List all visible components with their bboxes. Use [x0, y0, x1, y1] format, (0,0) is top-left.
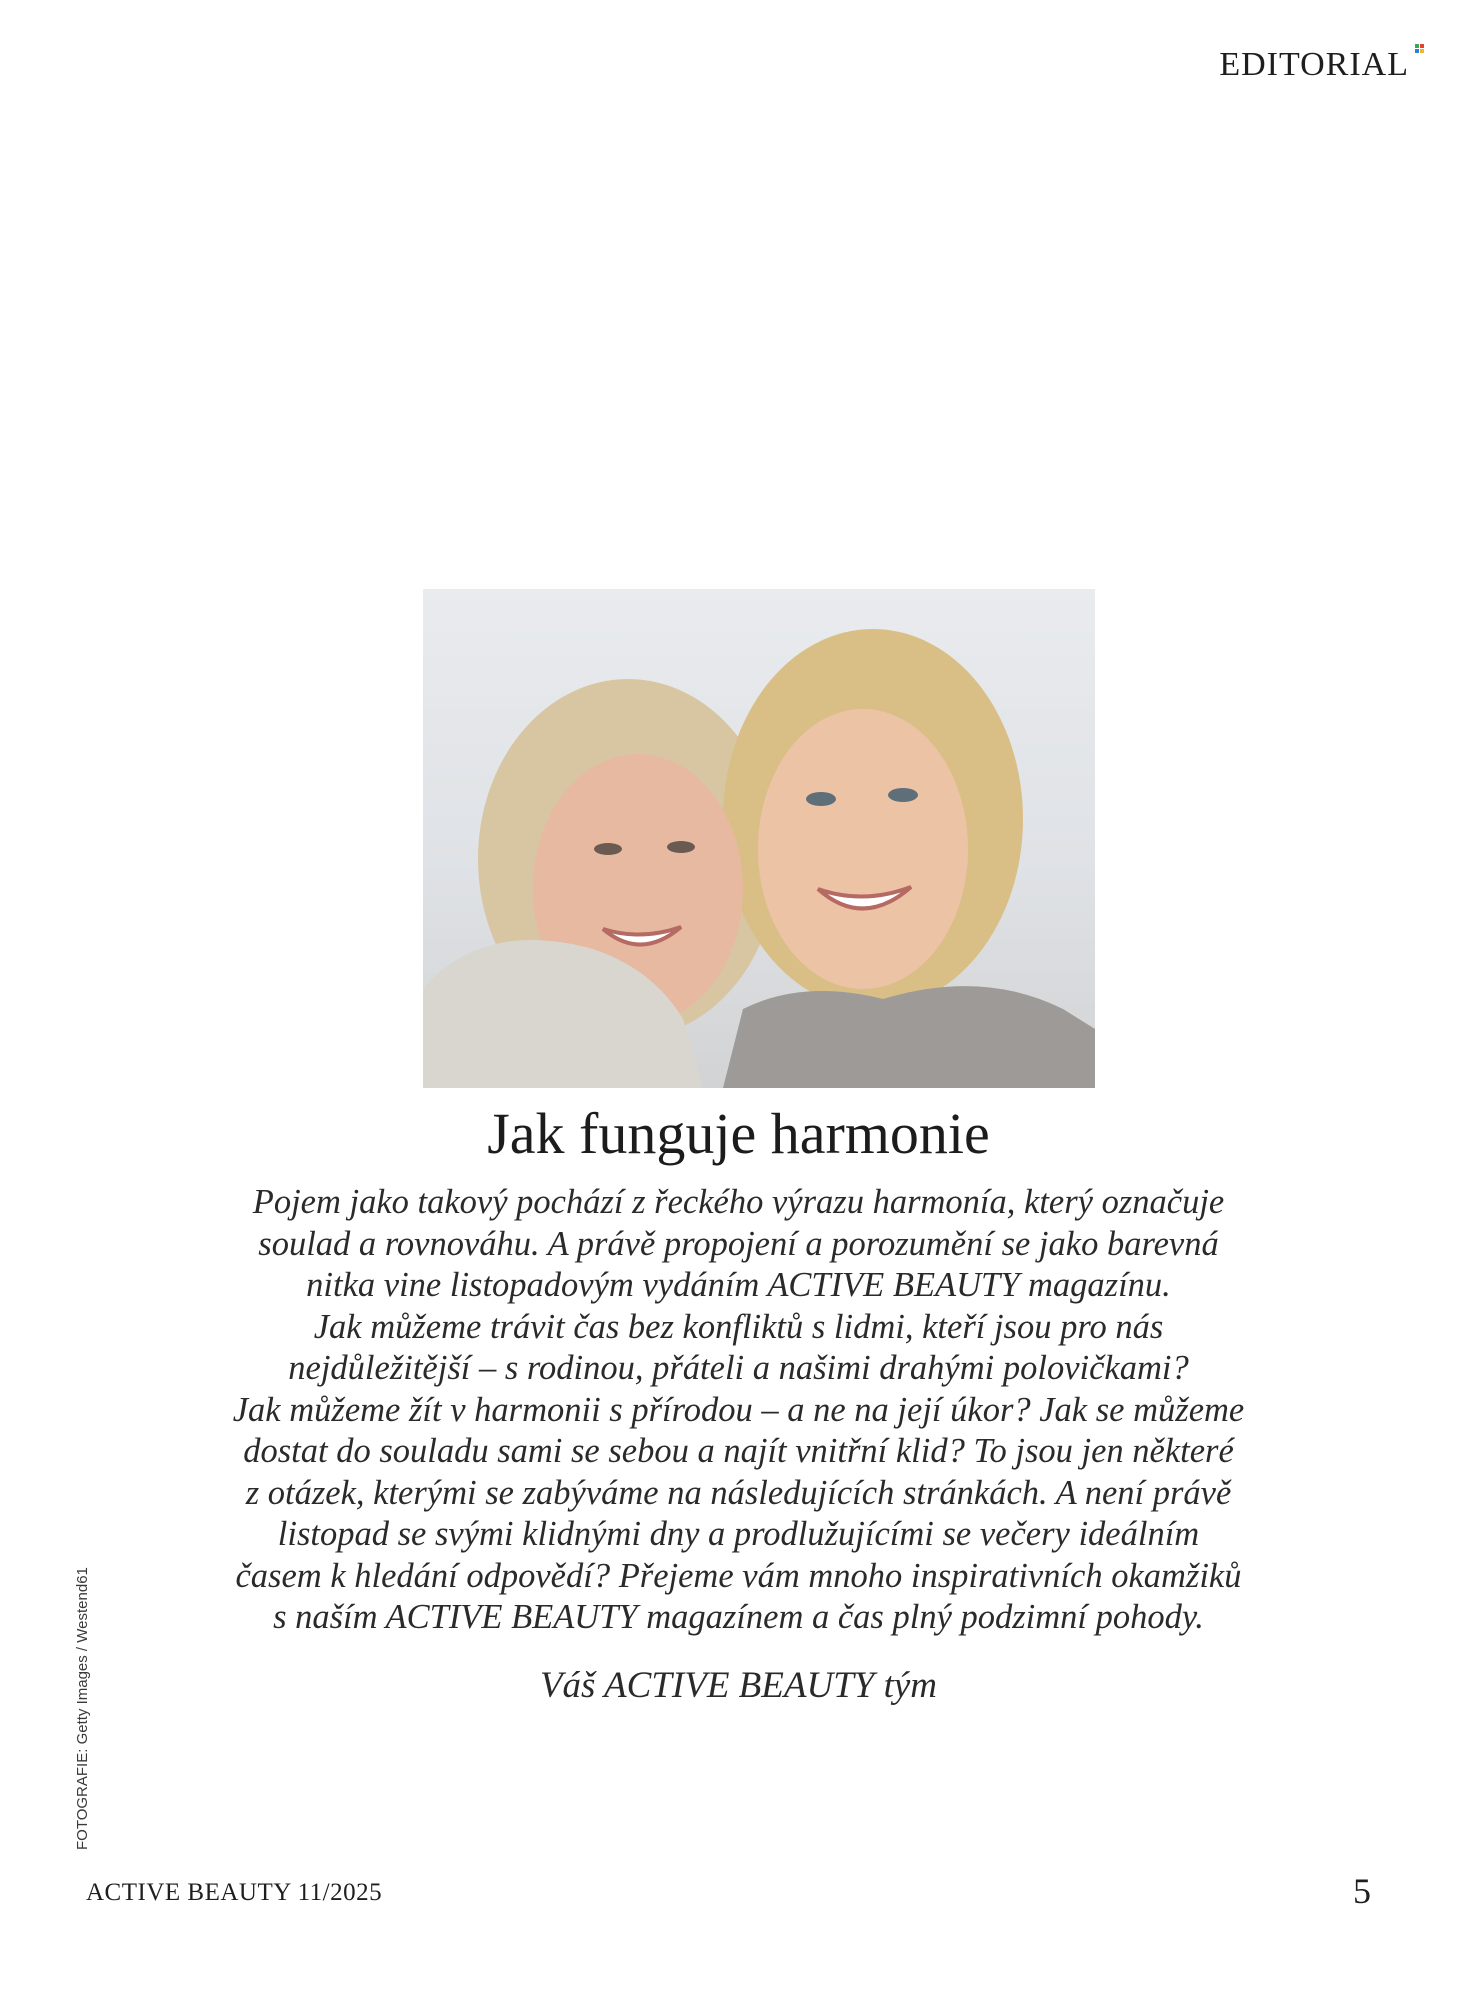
article-line: soulad a rovnováhu. A právě propojení a porozumění se jako barevná [258, 1224, 1219, 1263]
photo-credit: FOTOGRAFIE: Getty Images / Westend61 [74, 1567, 91, 1850]
article-line: s naším ACTIVE BEAUTY magazínem a čas plný podzimní pohody. [273, 1598, 1204, 1636]
article-title: Jak funguje harmonie [487, 1101, 990, 1166]
article-signature: Váš ACTIVE BEAUTY tým [539, 1665, 938, 1706]
article-line: Jak můžeme trávit čas bez konfliktů s lidmi, kteří jsou pro nás [313, 1307, 1164, 1346]
article-line: časem k hledání odpovědí? Přejeme vám mnoho inspirativních okamžiků [235, 1556, 1242, 1595]
article-line: nitka vine listopadovým vydáním ACTIVE BEAUTY magazínu. [306, 1266, 1171, 1304]
article-line: Jak můžeme žít v harmonii s přírodou – a ne na její úkor? Jak se můžeme [232, 1390, 1245, 1429]
article-line: dostat do souladu sami se sebou a najít vnitřní klid? To jsou jen některé [243, 1432, 1234, 1470]
corner-mark-icon [1415, 44, 1425, 54]
article-line: Pojem jako takový pochází z řeckého výrazu harmonía, který označuje [252, 1183, 1225, 1221]
article-photo [423, 589, 1095, 1088]
article-body [150, 1182, 1327, 1639]
page-number: 5 [1353, 1871, 1371, 1911]
section-label: EDITORIAL [1219, 46, 1409, 83]
article-line: z otázek, kterými se zabýváme na následujících stránkách. A není právě [245, 1473, 1232, 1512]
issue-label: ACTIVE BEAUTY 11/2025 [86, 1879, 383, 1906]
article-line: listopad se svými klidnými dny a prodlužujícími se večery ideálním [277, 1515, 1200, 1553]
article-line: nejdůležitější – s rodinou, přáteli a našimi drahými polovičkami? [288, 1349, 1189, 1387]
